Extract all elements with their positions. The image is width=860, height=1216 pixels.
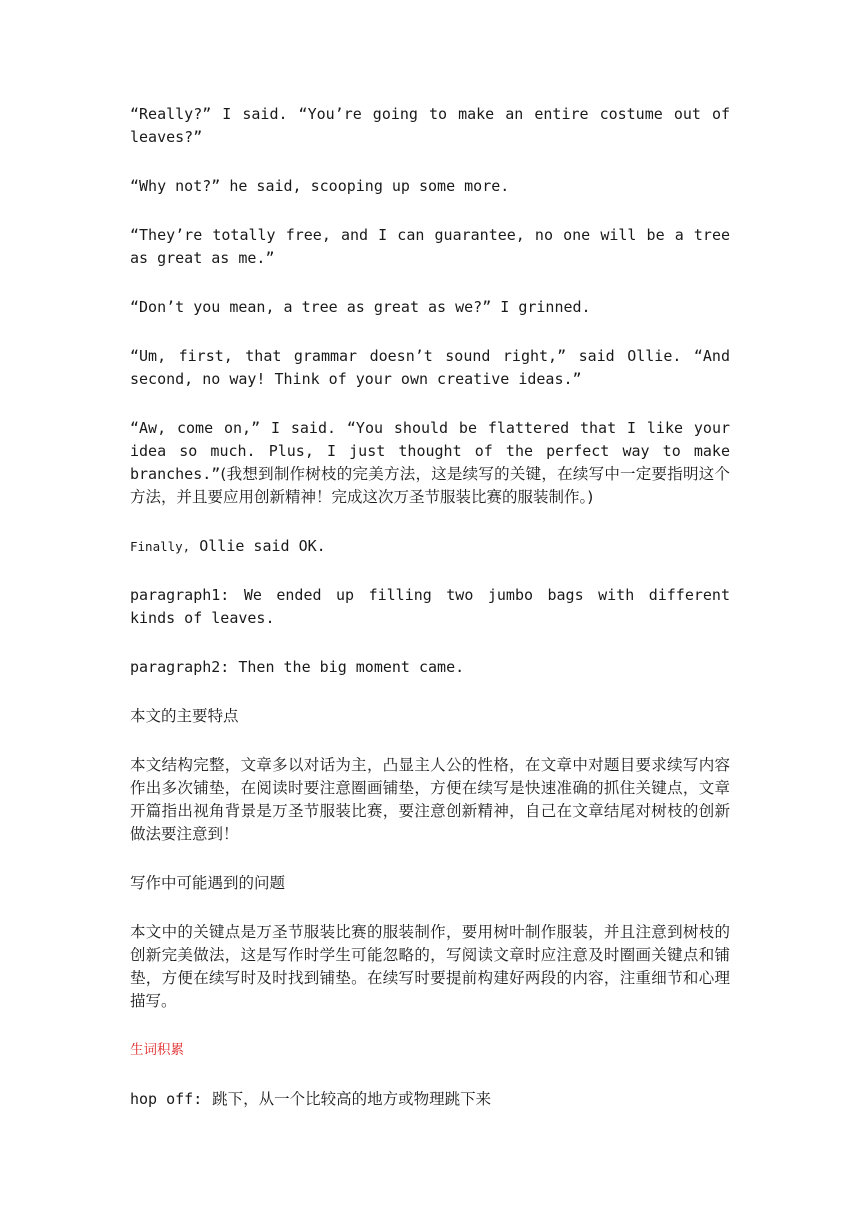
- story-paragraph-5: “Um, first, that grammar doesn’t sound right,” said Ollie. “And second, no way! Think of your own creative ideas.”: [130, 347, 730, 388]
- story-paragraph-3: “They’re totally free, and I can guarantee, no one will be a tree as great as me.”: [130, 226, 730, 267]
- vocab-term: hop off:: [130, 1090, 203, 1108]
- story-paragraph-6-english: “Aw, come on,” I said. “You should be flattered that I like your idea so much. Plus, I just thought of the perfect way to make branches.”: [130, 419, 730, 483]
- story-paragraph-7: [130, 535, 730, 558]
- document-page: [130, 103, 730, 1137]
- finally-word: Finally,: [130, 539, 191, 554]
- continuation-paragraph-1: paragraph1: We ended up filling two jumbo bags with different kinds of leaves.: [130, 586, 730, 627]
- problems-text: 本文中的关键点是万圣节服装比赛的服装制作，要用树叶制作服装，并且注意到树枝的创新完美做法，这是写作时学生可能忽略的，写阅读文章时应注意及时圈画关键点和铺垫，方便在续写时及时找到铺垫。在续写时要提前构建好两段的内容，注重细节和心理描写。: [130, 923, 730, 1010]
- vocab-heading: 生词积累: [130, 1042, 184, 1058]
- features-heading: 本文的主要特点: [130, 707, 239, 725]
- continuation-paragraph-2: paragraph2: Then the big moment came.: [130, 658, 465, 676]
- story-paragraph-2: “Why not?” he said, scooping up some more.: [130, 177, 510, 195]
- vocab-definition: 跳下，从一个比较高的地方或物理跳下来: [202, 1090, 492, 1108]
- story-paragraph-6-annotation: (我想到制作树枝的完美方法，这是续写的关键，在续写中一定要指明这个方法，并且要应用创新精神！完成这次万圣节服装比赛的服装制作。): [130, 465, 730, 506]
- story-paragraph-1: “Really?” I said. “You’re going to make an entire costume out of leaves?”: [130, 105, 730, 146]
- story-paragraph-6: [130, 417, 730, 509]
- story-paragraph-4: “Don’t you mean, a tree as great as we?” I grinned.: [130, 298, 591, 316]
- vocab-entry: [130, 1088, 730, 1111]
- features-text: 本文结构完整，文章多以对话为主，凸显主人公的性格，在文章中对题目要求续写内容作出多次铺垫，在阅读时要注意圈画铺垫，方便在续写是快速准确的抓住关键点，文章开篇指出视角背景是万圣节服装比赛，要注意创新精神，自己在文章结尾对树枝的创新做法要注意到！: [130, 756, 730, 843]
- problems-heading: 写作中可能遇到的问题: [130, 874, 286, 892]
- story-paragraph-7-rest: Ollie said OK.: [190, 537, 326, 555]
